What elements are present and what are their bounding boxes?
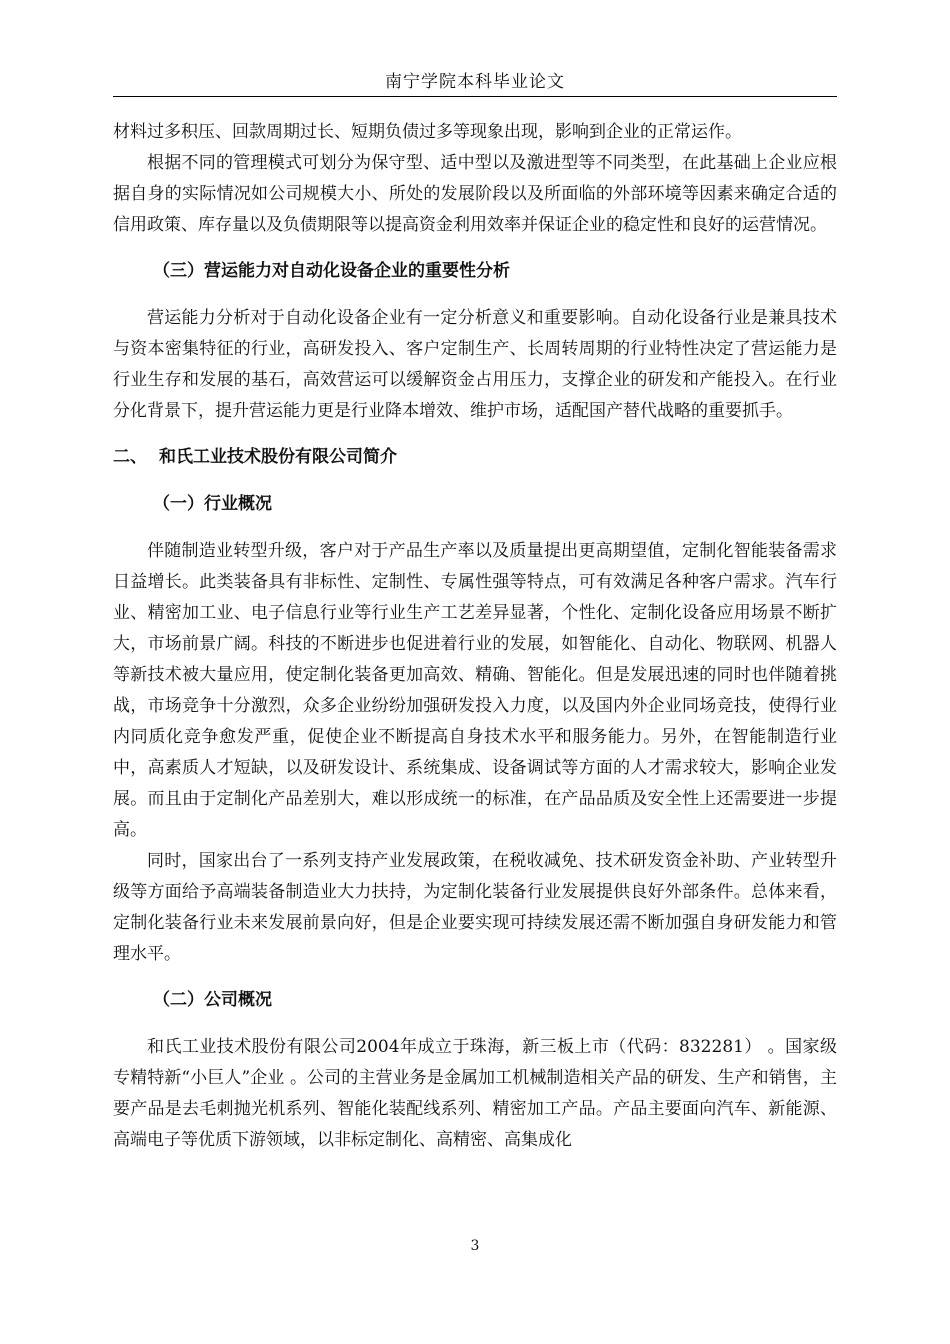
header-rule	[113, 96, 837, 97]
section-heading-company-intro	[113, 442, 837, 473]
subsection-heading-importance: （三）营运能力对自动化设备企业的重要性分析	[153, 261, 510, 281]
paragraph-continuation: 材料过多积压、回款周期过长、短期负债过多等现象出现，影响到企业的正常运作。	[113, 122, 742, 142]
page-header-title: 南宁学院本科毕业论文	[385, 72, 565, 92]
section-title: 和氏工业技术股份有限公司简介	[159, 447, 397, 467]
subsection-heading-industry: （一）行业概况	[153, 494, 272, 514]
section-number: 二、	[113, 447, 147, 467]
body-text	[113, 117, 837, 1156]
paragraph-operating-capacity: 营运能力分析对于自动化设备企业有一定分析意义和重要影响。自动化设备行业是兼具技术与资本密集特征的行业，高研发投入、客户定制生产、长周转周期的行业特性决定了营运能力是行业生存和发展的基石，高效营运可以缓解资金占用压力，支撑企业的研发和产能投入。在行业分化背景下，提升营运能力更是行业降本增效、维护市场，适配国产替代战略的重要抓手。	[113, 308, 837, 421]
paragraph-company-overview: 和氏工业技术股份有限公司2004年成立于珠海，新三板上市（代码：832281） 。国家级专精特新“小巨人”企业 。公司的主营业务是金属加工机械制造相关产品的研发、生产和销售，主要产品是去毛刺抛光机系列、智能化装配线系列、精密加工产品。产品主要面向汽车、新能源、高端电子等优质下游领域，以非标定制化、高精密、高集成化	[113, 1037, 837, 1150]
paragraph-management-modes: 根据不同的管理模式可划分为保守型、适中型以及激进型等不同类型，在此基础上企业应根据自身的实际情况如公司规模大小、所处的发展阶段以及所面临的外部环境等因素来确定合适的信用政策、库存量以及负债期限等以提高资金利用效率并保证企业的稳定性和良好的运营情况。	[113, 153, 837, 235]
page-number: 3	[470, 1238, 480, 1254]
subsection-heading-company: （二）公司概况	[153, 990, 272, 1010]
paragraph-industry-overview: 伴随制造业转型升级，客户对于产品生产率以及质量提出更高期望值，定制化智能装备需求日益增长。此类装备具有非标性、定制性、专属性强等特点，可有效满足各种客户需求。汽车行业、精密加工业、电子信息行业等行业生产工艺差异显著，个性化、定制化设备应用场景不断扩大，市场前景广阔。科技的不断进步也促进着行业的发展，如智能化、自动化、物联网、机器人等新技术被大量应用，使定制化装备更加高效、精确、智能化。但是发展迅速的同时也伴随着挑战，市场竞争十分激烈，众多企业纷纷加强研发投入力度，以及国内外企业同场竞技，使得行业内同质化竞争愈发严重，促使企业不断提高自身技术水平和服务能力。另外，在智能制造行业中，高素质人才短缺，以及研发设计、系统集成、设备调试等方面的人才需求较大，影响企业发展。而且由于定制化产品差别大，难以形成统一的标准，在产品品质及安全性上还需要进一步提高。	[113, 541, 837, 840]
paragraph-policy-support: 同时，国家出台了一系列支持产业发展政策，在税收减免、技术研发资金补助、产业转型升级等方面给予高端装备制造业大力扶持，为定制化装备行业发展提供良好外部条件。总体来看，定制化装备行业未来发展前景向好，但是企业要实现可持续发展还需不断加强自身研发能力和管理水平。	[113, 851, 837, 964]
